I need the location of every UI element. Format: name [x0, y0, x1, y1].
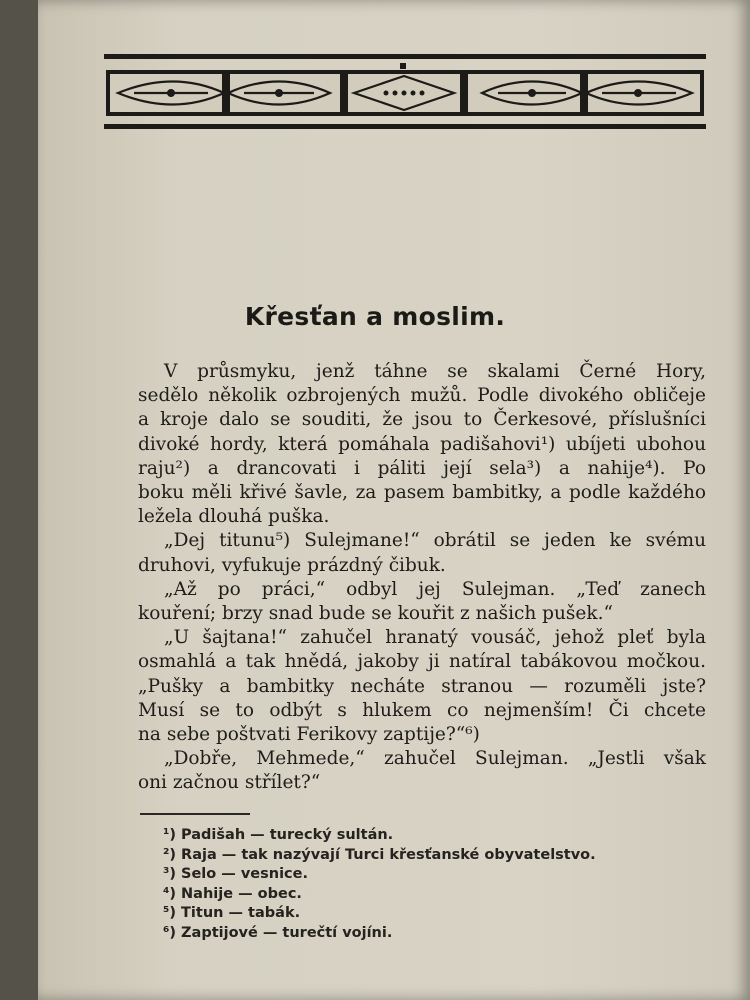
text-line: druhovi, vyfukuje prázdný čibuk.: [138, 554, 446, 576]
text-line: osmahlá a tak hnědá, jakoby ji natíral tabákovou močkou.: [138, 651, 706, 673]
text-line: raju²) a drancovati i páliti její sela³) a nahije⁴). Po: [138, 457, 706, 479]
text-line: sedělo několik ozbrojených mužů. Podle divokého obličeje: [138, 385, 706, 407]
text-line: „Dej titunu⁵) Sulejmane!“ obrátil se jeden ke svému: [164, 530, 706, 552]
footnote: ³) Selo — vesnice.: [163, 866, 308, 883]
text-line: boku měli křivé šavle, za pasem bambitky, a podle každého: [138, 482, 706, 504]
text-line: oni začnou střílet?“: [138, 772, 321, 794]
chapter-title: Křesťan a moslim.: [244, 302, 506, 331]
footnotes: [163, 826, 723, 944]
text-line: Musí se to odbýt s hlukem co nejmenším! Či chcete: [138, 699, 706, 721]
text-line: „Až po práci,“ odbyl jej Sulejman. „Teď zanech: [164, 578, 706, 600]
footnote: ⁵) Titun — tabák.: [163, 905, 301, 922]
footnote: ¹) Padišah — turecký sultán.: [163, 827, 394, 843]
chapter-body: [138, 360, 706, 796]
ornamental-header-band: [104, 52, 706, 132]
text-line: a kroje dalo se souditi, že jsou to Čerkesové, příslušníci: [138, 409, 706, 431]
footnote-divider: [140, 813, 250, 815]
footnote: ⁶) Zaptijové — turečtí vojíni.: [163, 924, 393, 941]
text-line: divoké hordy, která pomáhala padišahovi¹) ubíjeti ubohou: [138, 433, 706, 455]
footnote: ²) Raja — tak nazývají Turci křesťanské obyvatelstvo.: [163, 846, 596, 863]
text-line: kouření; brzy snad bude se kouřit z našich pušek.“: [138, 603, 613, 625]
text-line: „Pušky a bambitky necháte stranou — rozuměli jste?: [138, 675, 706, 697]
text-line: „Dobře, Mehmede,“ zahučel Sulejman. „Jestli však: [164, 748, 706, 770]
text-line: „U šajtana!“ zahučel hranatý vousáč, jehož pleť byla: [164, 627, 706, 649]
text-line: V průsmyku, jenž táhne se skalami Černé Hory,: [164, 361, 706, 382]
text-line: ležela dlouhá puška.: [138, 506, 330, 528]
footnote: ⁴) Nahije — obec.: [163, 885, 302, 902]
text-line: na sebe poštvati Ferikovy zaptije?“⁶): [138, 724, 480, 746]
